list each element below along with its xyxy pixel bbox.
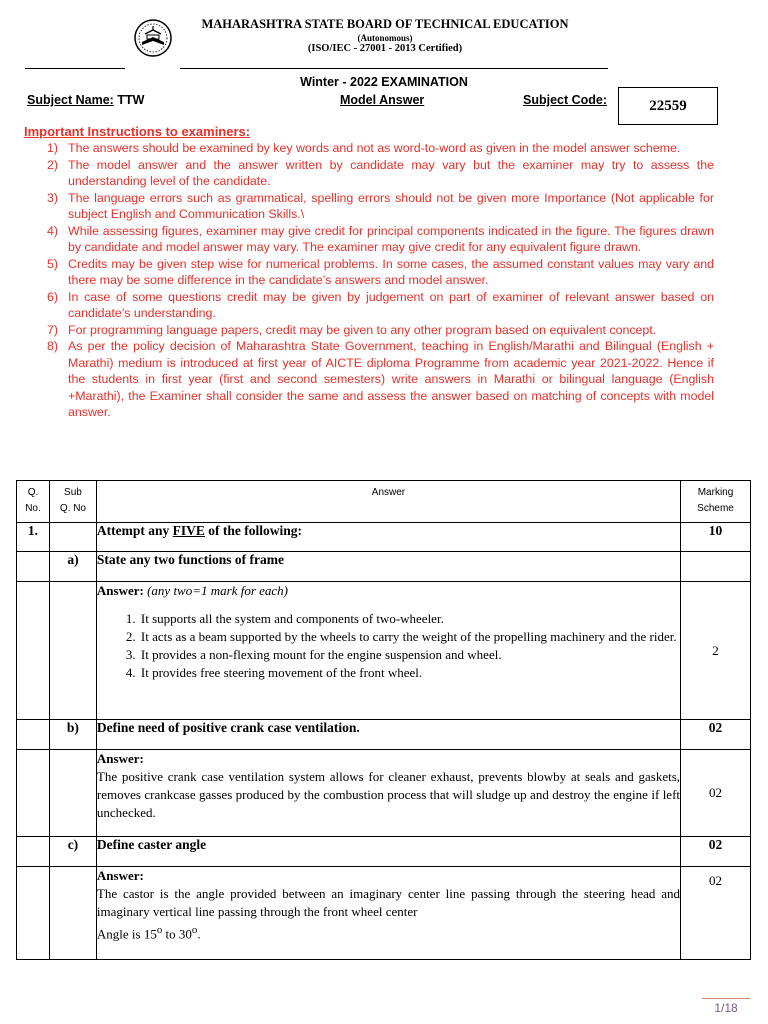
question-number: 1.	[17, 523, 50, 552]
question-marks: 02	[681, 837, 751, 867]
instruction-text: The answers should be examined by key words and not as word-to-word as given in the model answer scheme.	[68, 141, 681, 155]
certification-label: (ISO/IEC - 27001 - 2013 Certified)	[307, 43, 463, 54]
instruction-item	[24, 223, 714, 256]
instruction-number: 5)	[46, 256, 58, 271]
empty-cell	[49, 750, 96, 837]
instructions-list	[24, 140, 714, 421]
table-row	[17, 552, 751, 582]
instruction-number: 8)	[46, 339, 58, 353]
question-text: Define need of positive crank case ventilation.	[96, 720, 680, 750]
instruction-text: The model answer and the answer written by candidate may vary but the examiner may try to assess the understanding level of the candidate.	[68, 157, 714, 188]
answer-text: The castor is the angle provided between an imaginary center line passing through the steering head and imaginary vertical line passing through the front wheel center	[96, 886, 681, 919]
instruction-item	[24, 289, 714, 322]
header-answer	[96, 481, 680, 523]
degree-mark: o	[156, 924, 163, 936]
instruction-item	[24, 322, 714, 339]
instruction-text: For programming language papers, credit may be given to any other program based on equivalent concept.	[68, 322, 657, 337]
instruction-number: 3)	[46, 190, 58, 205]
answer-content	[96, 750, 680, 837]
instruction-item	[24, 157, 714, 190]
table-row	[17, 720, 751, 750]
table-row	[17, 867, 751, 960]
list-item: 3. It provides a non-flexing mount for the engine suspension and wheel.	[139, 646, 680, 664]
instruction-text: As per the policy decision of Maharashtra State Government, teaching in English/Marathi and Bilingual (English + Marathi) medium is introduced at first year of AICTE diploma Programme from academic year 2021-2022. Hence if the students in first year (first and second semesters) write answers in Marathi or bilingual language (English +Marathi), the Examiner shall consider the same and assess the answer based on matching of concepts with model answer.	[68, 339, 714, 419]
subject-name	[27, 93, 144, 107]
question-marks: 10	[681, 523, 751, 552]
table-row	[17, 523, 751, 552]
question-text: Define caster angle	[96, 837, 680, 867]
sub-question-number: a)	[49, 552, 96, 582]
header-sub-q-no	[49, 481, 96, 523]
answer-note: (any two=1 mark for each)	[147, 583, 289, 598]
instruction-number: 2)	[46, 157, 58, 172]
empty-cell	[17, 720, 50, 750]
header-text: Scheme	[697, 503, 734, 514]
empty-cell	[49, 582, 96, 720]
header-text: Q.	[27, 487, 39, 498]
question-post: of the following:	[204, 523, 303, 538]
board-name: MAHARASHTRA STATE BOARD OF TECHNICAL EDUCATION	[201, 17, 569, 31]
answer-content	[96, 867, 680, 960]
sub-question-number: b)	[49, 720, 96, 750]
autonomous-label: (Autonomous)	[357, 33, 413, 43]
empty-cell	[49, 867, 96, 960]
header-text: Answer	[371, 487, 406, 498]
list-item: 1. It supports all the system and components of two-wheeler.	[139, 610, 680, 628]
question-marks: 02	[681, 720, 751, 750]
header-rule-left	[25, 68, 125, 69]
question-emphasis: FIVE	[172, 523, 205, 538]
answer-marks: 2	[681, 582, 751, 720]
answer-label: Answer:	[96, 583, 144, 598]
subject-code-label: Subject Code:	[523, 93, 608, 107]
question-pre: Attempt any	[96, 523, 173, 538]
subject-code-box: 22559	[618, 87, 718, 125]
exam-title: Winter - 2022 EXAMINATION	[300, 75, 468, 89]
answer-table	[16, 480, 751, 960]
answer-marks: 02	[681, 750, 751, 837]
header-rule-right	[180, 68, 608, 69]
empty-cell	[17, 582, 50, 720]
answer-label: Answer:	[96, 751, 144, 766]
header-text: No.	[25, 503, 41, 514]
instructions-heading: Important Instructions to examiners:	[24, 124, 251, 139]
degree-mark: o	[191, 924, 198, 936]
table-row	[17, 582, 751, 720]
instruction-number: 4)	[46, 223, 58, 238]
model-answer-label: Model Answer	[340, 93, 425, 107]
empty-cell	[17, 837, 50, 867]
angle-range	[97, 921, 680, 943]
answer-text: The positive crank case ventilation system allows for cleaner exhaust, prevents blowby at seals and gaskets, removes crankcase gasses produced by the combustion process that will sludge up and destroy the engine if left unchecked.	[96, 769, 681, 820]
empty-cell	[17, 867, 50, 960]
header-text: Q. No	[59, 503, 86, 514]
question-text	[96, 523, 680, 552]
instruction-number: 6)	[46, 289, 58, 304]
header-text: Marking	[697, 487, 734, 498]
header-marking-scheme	[681, 481, 751, 523]
instruction-item	[24, 256, 714, 289]
question-text: State any two functions of frame	[96, 552, 680, 582]
header-q-no	[17, 481, 50, 523]
table-header-row	[17, 481, 751, 523]
instruction-text: While assessing figures, examiner may give credit for principal components indicated in the figure. The figures drawn by candidate and model answer may vary. The examiner may give credit for any equivalent figure drawn.	[68, 223, 714, 254]
page-number: 1/18	[702, 998, 750, 1015]
table-row	[17, 750, 751, 837]
subject-name-value: TTW	[117, 93, 145, 107]
instruction-text: The language errors such as grammatical, spelling errors should not be given more Importance (Not applicable for subject English and Communication Skills.\	[68, 190, 714, 221]
instruction-number: 1)	[46, 141, 58, 155]
answer-label: Answer:	[96, 868, 144, 883]
angle-text: to 30	[162, 926, 192, 942]
empty-cell	[17, 750, 50, 837]
instruction-item	[24, 190, 714, 223]
answer-points	[97, 610, 680, 682]
table-row	[17, 837, 751, 867]
list-item: 2. It acts as a beam supported by the wheels to carry the weight of the propelling machinery and the rider.	[139, 628, 680, 646]
empty-cell	[681, 552, 751, 582]
instruction-number: 7)	[46, 322, 58, 337]
angle-text: Angle is 15	[96, 926, 157, 942]
answer-marks: 02	[681, 867, 751, 960]
instruction-item	[24, 338, 714, 421]
instruction-text: In case of some questions credit may be given by judgement on part of examiner of relevant answer based on candidate’s understanding.	[68, 289, 714, 320]
subject-name-label: Subject Name:	[27, 93, 114, 107]
instruction-text: Credits may be given step wise for numerical problems. In some cases, the assumed constant values may vary and there may be some difference in the candidate’s answers and model answer.	[68, 256, 714, 287]
empty-cell	[17, 552, 50, 582]
instruction-item	[24, 140, 714, 157]
empty-cell	[49, 523, 96, 552]
answer-content	[96, 582, 680, 720]
list-item: 4. It provides free steering movement of the front wheel.	[139, 664, 680, 682]
header-text: Sub	[64, 487, 82, 498]
sub-question-number: c)	[49, 837, 96, 867]
angle-text: .	[197, 926, 201, 942]
msbte-emblem-icon	[133, 18, 173, 58]
